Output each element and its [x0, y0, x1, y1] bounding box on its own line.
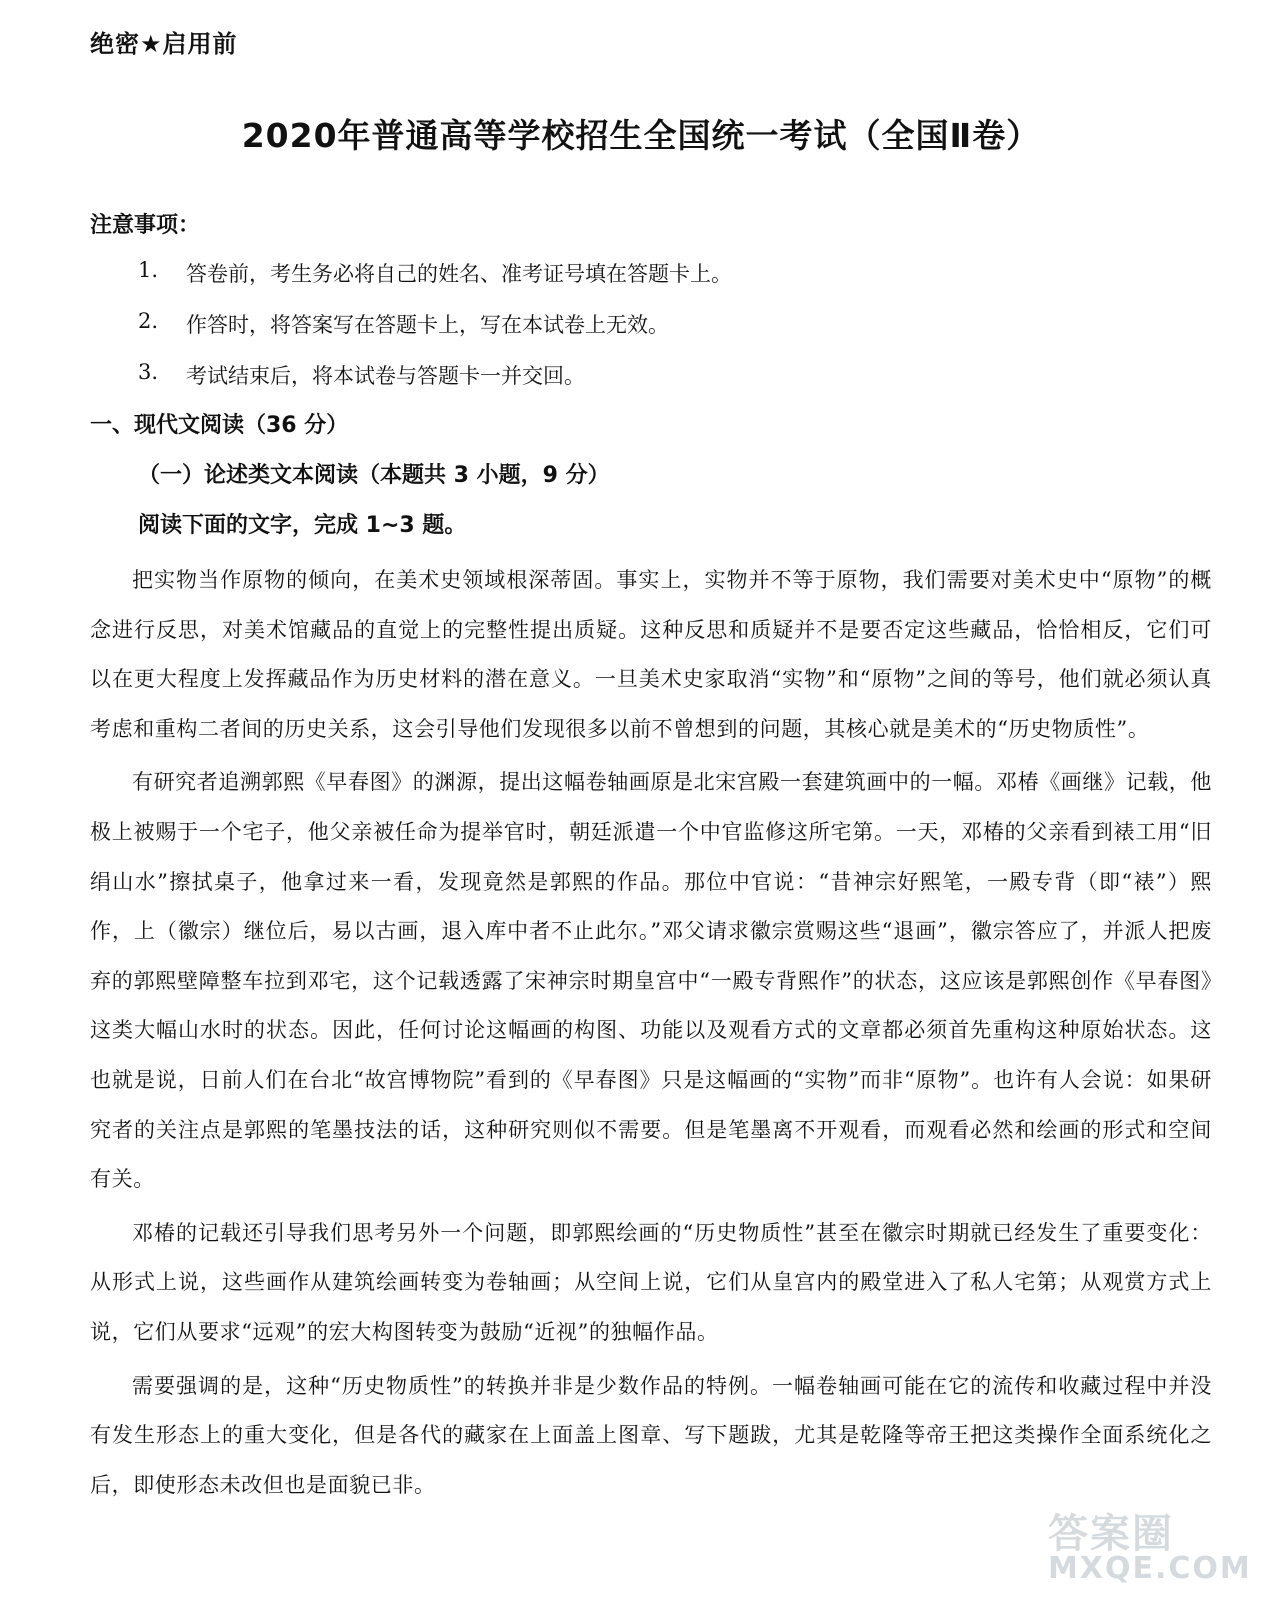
- watermark-logo-text: 答案圈: [1048, 1511, 1174, 1557]
- notice-heading: 注意事项：: [90, 213, 201, 238]
- notice-item-number: 1.: [138, 258, 159, 282]
- subsection-heading: （一）论述类文本阅读（本题共 3 小题，9 分）: [138, 463, 610, 488]
- notice-item-text: 考试结束后，将本试卷与答题卡一并交回。: [186, 364, 585, 388]
- notice-item: [138, 258, 732, 309]
- reading-instruction: 阅读下面的文字，完成 1~3 题。: [138, 513, 467, 538]
- section-heading: 一、现代文阅读（36 分）: [90, 413, 349, 438]
- passage-paragraph: 需要强调的是，这种“历史物质性”的转换并非是少数作品的特例。一幅卷轴画可能在它的流传和收藏过程中并没有发生形态上的重大变化，但是各代的藏家在上面盖上图章、写下题跋，尤其是乾隆等帝王把这类操作全面系统化之后，即使形态未改但也是面貌已非。: [90, 1373, 1212, 1497]
- exam-title: 2020年普通高等学校招生全国统一考试（全国Ⅱ卷）: [241, 116, 1041, 155]
- notice-item-text: 作答时，将答案写在答题卡上，写在本试卷上无效。: [186, 313, 669, 337]
- passage-paragraph: 把实物当作原物的倾向，在美术史领域根深蒂固。事实上，实物并不等于原物，我们需要对美术史中“原物”的概念进行反思，对美术馆藏品的直觉上的完整性提出质疑。这种反思和质疑并不是要否定这些藏品，恰恰相反，它们可以在更大程度上发挥藏品作为历史材料的潜在意义。一旦美术史家取消“实物”和“原物”之间的等号，他们就必须认真考虑和重构二者间的历史关系，这会引导他们发现很多以前不曾想到的问题，其核心就是美术的“历史物质性”。: [90, 568, 1212, 741]
- reading-passage: [90, 556, 1212, 1514]
- watermark-url: MXQE.COM: [1048, 1551, 1252, 1586]
- notice-item: [138, 360, 732, 411]
- passage-paragraph: 有研究者追溯郭熙《早春图》的渊源，提出这幅卷轴画原是北宋宫殿一套建筑画中的一幅。邓椿《画继》记载，他极上被赐于一个宅子，他父亲被任命为提举官时，朝廷派遣一个中官监修这所宅第。一天，邓椿的父亲看到裱工用“旧绢山水”擦拭桌子，他拿过来一看，发现竟然是郭熙的作品。那位中官说：“昔神宗好熙笔，一殿专背（即“裱”）熙作，上（徽宗）继位后，易以古画，退入库中者不止此尔。”邓父请求徽宗赏赐这些“退画”，徽宗答应了，并派人把废弃的郭熙壁障整车拉到邓宅，这个记载透露了宋神宗时期皇宫中“一殿专背熙作”的状态，这应该是郭熙创作《早春图》这类大幅山水时的状态。因此，任何讨论这幅画的构图、功能以及观看方式的文章都必须首先重构这种原始状态。这也就是说，日前人们在台北“故宫博物院”看到的《早春图》只是这幅画的“实物”而非“原物”。也许有人会说：如果研究者的关注点是郭熙的笔墨技法的话，这种研究则似不需要。但是笔墨离不开观看，而观看必然和绘画的形式和空间有关。: [90, 770, 1212, 1192]
- notice-item-number: 3.: [138, 360, 159, 384]
- site-watermark: [1048, 1502, 1258, 1586]
- notice-item: [138, 309, 732, 360]
- notice-item-text: 答卷前，考生务必将自己的姓名、准考证号填在答题卡上。: [186, 262, 732, 286]
- passage-paragraph: 邓椿的记载还引导我们思考另外一个问题，即郭熙绘画的“历史物质性”甚至在徽宗时期就已经发生了重要变化：从形式上说，这些画作从建筑绘画转变为卷轴画；从空间上说，它们从皇宫内的殿堂进入了私人宅第；从观赏方式上说，它们从要求“远观”的宏大构图转变为鼓励“近视”的独幅作品。: [90, 1220, 1212, 1344]
- notice-item-number: 2.: [138, 309, 159, 333]
- confidential-label: 绝密★启用前: [90, 30, 238, 58]
- notice-list: [138, 258, 732, 411]
